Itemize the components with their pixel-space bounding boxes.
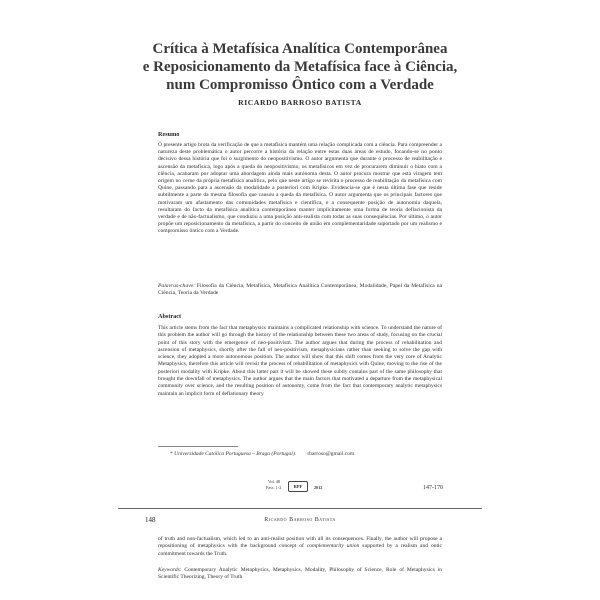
abstract-cont-italic: complementarity union	[306, 543, 360, 550]
journal-year: 2012	[314, 485, 323, 490]
footnote-email: rbarroso@gmail.com	[307, 451, 355, 457]
abstract-cont-part1: of truth and non-factualism, which led to an anti-realist position with all its consequences. Finally, the author will propose a repositioning of metaphysics with the background concept of	[158, 536, 442, 550]
page-separator	[118, 508, 482, 509]
journal-vol: Vol. 48	[268, 479, 281, 484]
title-line-2: e Reposicionamento da Metafísica face à Ciência,	[142, 59, 458, 75]
footnote-rule	[158, 446, 238, 447]
abstract-cont-part2: supported by a realism and ontic commitment towards the Truth.	[158, 543, 442, 557]
palavras-chave-text: Filosofia da Ciência, Metafísica, Metafísica Analítica Contemporânea, Modalidade, Papel da Metafísica na Ciência, Teoria da Verdade	[158, 283, 442, 297]
page-number: 148	[145, 516, 156, 524]
author-name: RICARDO BARROSO BATISTA	[238, 98, 362, 107]
palavras-chave-label: Palavras-chave:	[158, 283, 195, 289]
title-line-3: num Compromisso Ôntico com a Verdade	[166, 77, 434, 93]
resumo-heading: Resumo	[158, 131, 180, 138]
keywords-label: Keywords	[158, 567, 180, 573]
keywords	[158, 567, 442, 582]
footnote	[170, 451, 354, 457]
keywords-text: : Contemporary Analytic Metaphysics, Metaphysics, Modality, Philosophy of Science, Role of Metaphysics in Scientific Theorizing, Theory of Truth	[158, 567, 442, 581]
article-title	[0, 40, 600, 94]
footnote-affiliation: Universidade Católica Portuguesa – Braga (Portugal).	[174, 451, 297, 457]
abstract-heading: Abstract	[158, 313, 182, 320]
journal-fasc: Fasc. 1-2	[266, 485, 282, 490]
footnote-marker: *	[170, 451, 173, 457]
palavras-chave	[158, 283, 442, 297]
journal-pages: 147-170	[423, 485, 443, 491]
running-head: Ricardo Barroso Batista	[264, 517, 336, 523]
title-line-1: Crítica à Metafísica Analítica Contemporânea	[152, 41, 448, 57]
abstract-continuation	[158, 536, 442, 558]
journal-logo-icon: RPF	[288, 481, 308, 492]
resumo-text: O presente artigo brota da verificação de que a metafísica mantém uma relação complicada com a ciência. Para compreender a natureza deste problemática o autor percorre a história da relação entre estas duas áreas de estudo, focando-se no ponto decisivo dessa história que foi o surgimento do neopositivismo. O autor argumenta que durante o processo de reabilitação e ascensão da metafísica, logo após a queda do neopositivismo, os metafísicos em vez de procurarem diminuir o hiato com a ciência, acabaram por adoptar uma abordagem ainda mais autónoma desta. O autor procura mostrar que esta viragem tem origem no cerne da própria metafísica analítica, pelo que neste artigo se revisita o processo de reabilitação da metafísica com Quine, passando para a ascensão da modalidade a posteriori com Kripke. Evidencia-se que é nesta última fase que reside subtilmente a parte da mesma filosofia que causou a queda da metafísica. O autor argumenta que os principais factores que motivaram um afastamento das comunidades metafísica e científica, e a consequente posição de autonomia daquela, resultaram do facto da metafísica analítica contemporânea manter implicitamente uma forma de teoria deflacionista da verdade e de não-factualismo, que conduziu a uma posição anti-realista com todas as suas consequências. Por último, o autor propõe um reposicionamento da metafísica, a partir do conceito de união em complementaridade suportado por um realismo e compromisso ôntico com a Verdade.	[158, 142, 442, 235]
abstract-text: This article stems from the fact that metaphysics maintains a complicated relationship with science. To understand the nature of this problem the author will go through the history of the relationship between these two areas of study, focusing on the crucial point of this story with the emergence of neo-positivism. The author argues that during the process of rehabilitation and ascension of metaphysics, shortly after the fall of neo-positivism, metaphysicians rather than seeking to solve the gap with science, they adopted a more autonomous position. The author will show that this shift comes from the very core of Analytic Metaphysics, therefore this article will revisit the process of rehabilitation of metaphysics with Quine, moving to the rise of the posteriori modality with Kripke. About this latter part it will be showed these subtly contains part of the same philosophy that brought the downfall of metaphysics. The author argues that the main factors that motivated a departure from the metaphysical community over science, and the resulting position of autonomy, come from the fact that contemporary analytic metaphysics maintain an implicit form of deflationary theory	[158, 325, 442, 397]
